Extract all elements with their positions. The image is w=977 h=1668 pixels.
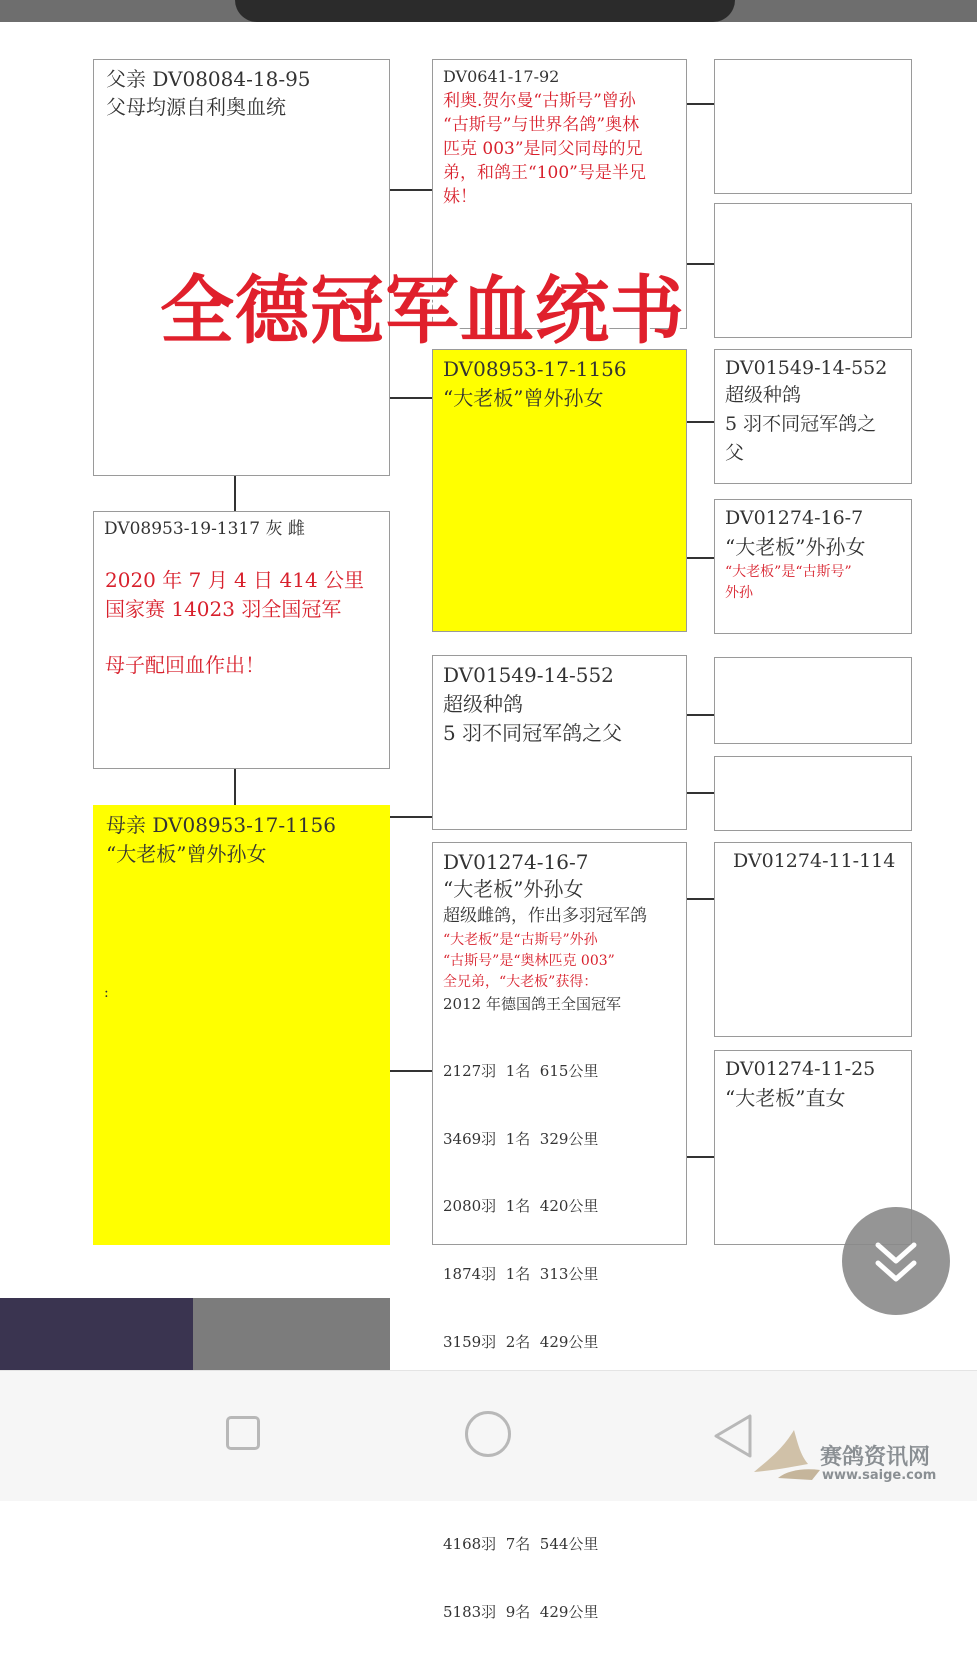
bird-box <box>93 511 390 769</box>
fmm-note1: “大老板”是“古斯号” <box>725 564 852 580</box>
ffy-box-empty <box>714 203 912 338</box>
connector <box>390 189 432 191</box>
mf-box <box>432 655 687 830</box>
mfx-box-empty <box>714 657 912 744</box>
connector <box>687 898 714 900</box>
connector <box>234 476 236 511</box>
mmm-ring: DV01274-11-25 <box>725 1058 876 1080</box>
bird-note: 母子配回血作出！ <box>105 653 265 677</box>
fm-box <box>432 349 687 632</box>
father-ring: 父亲 DV08084-18-95 <box>106 67 311 91</box>
mm-award: 2012 年德国鸽王全国冠军 <box>443 995 621 1013</box>
fmm-box <box>714 499 912 634</box>
result-row: 4168羽 7名 544公里 <box>443 1535 599 1554</box>
result-row: 2127羽 1名 615公里 <box>443 1062 599 1081</box>
mm-ring: DV01274-16-7 <box>443 850 589 874</box>
father-note: 父母均源自利奥血统 <box>106 95 286 119</box>
connector <box>687 421 714 423</box>
mother-box <box>93 805 390 1245</box>
connector <box>234 769 236 805</box>
mother-desc: “大老板”曾外孙女 <box>106 842 267 866</box>
ff-line: 匹克 003”是同父同母的兄 <box>443 139 643 159</box>
result-row: 2080羽 1名 420公里 <box>443 1197 599 1216</box>
bird-result-line1: 2020 年 7 月 4 日 414 公里 <box>105 568 365 592</box>
connector <box>390 816 432 818</box>
connector <box>687 792 714 794</box>
connector <box>687 557 714 559</box>
mfy-box-empty <box>714 756 912 831</box>
fmf-line2: 5 羽不同冠军鸽之 <box>725 413 877 435</box>
bird-result-line2: 国家赛 14023 羽全国冠军 <box>105 597 342 621</box>
fmf-line1: 超级种鸽 <box>725 384 802 406</box>
fmf-box <box>714 349 912 484</box>
watermark-url: www.saige.com <box>822 1468 937 1483</box>
ff-line: 弟，和鸽王“100”号是半兄 <box>443 163 646 183</box>
fm-desc: “大老板”曾外孙女 <box>443 386 604 410</box>
mm-box <box>432 842 687 1621</box>
scroll-down-button[interactable] <box>842 1207 950 1315</box>
result-row: 1874羽 1名 313公里 <box>443 1264 599 1283</box>
result-row: 3159羽 2名 429公里 <box>443 1332 599 1351</box>
mm-desc: “大老板”外孙女 <box>443 877 584 901</box>
fmf-line3: 父 <box>725 442 745 464</box>
ff-line: 利奥.贺尔曼“古斯号”曾孙 <box>443 91 636 111</box>
fm-ring: DV08953-17-1156 <box>443 357 627 381</box>
fmf-ring: DV01549-14-552 <box>725 357 888 379</box>
mm-line1: 超级雌鸽，作出多羽冠军鸽 <box>443 906 647 926</box>
mf-line1: 超级种鸽 <box>443 692 523 716</box>
connector <box>687 263 714 265</box>
mmf-box <box>714 842 912 1037</box>
ff-line: 妹！ <box>443 187 477 207</box>
mmm-desc: “大老板”直女 <box>725 1086 846 1110</box>
connector <box>687 103 714 105</box>
double-chevron-down-icon <box>842 1207 950 1315</box>
pedigree-title: 全德冠军血统书 <box>160 268 685 354</box>
mmf-ring: DV01274-11-114 <box>733 850 896 872</box>
mm-results-table <box>443 1016 598 1668</box>
connector <box>687 1156 714 1158</box>
result-row: 5183羽 9名 429公里 <box>443 1602 599 1621</box>
mm-red3: 全兄弟，“大老板”获得： <box>443 974 598 990</box>
background-photo-bottom <box>0 1298 390 1372</box>
mm-red2: “古斯号”是“奥林匹克 003” <box>443 953 615 969</box>
ff-line: “古斯号”与世界名鸽”奥林 <box>443 115 640 135</box>
ff-ring: DV0641-17-92 <box>443 67 560 86</box>
mm-red1: “大老板”是“古斯号”外孙 <box>443 932 598 948</box>
fmm-ring: DV01274-16-7 <box>725 507 864 529</box>
connector <box>687 714 714 716</box>
result-row: 3469羽 1名 329公里 <box>443 1129 599 1148</box>
ffx-box-empty <box>714 59 912 194</box>
connector <box>390 397 432 399</box>
watermark-name: 赛鸽资讯网 <box>820 1445 931 1470</box>
fmm-desc: “大老板”外孙女 <box>725 535 866 559</box>
home-button[interactable] <box>465 1411 511 1457</box>
connector <box>390 1070 432 1072</box>
fmm-note2: 外孙 <box>725 585 753 601</box>
recent-apps-button[interactable] <box>226 1416 260 1450</box>
bird-ring: DV08953-19-1317 灰 雌 <box>104 519 305 539</box>
mother-ring: 母亲 DV08953-17-1156 <box>106 813 336 837</box>
mother-mark: : <box>104 985 109 1001</box>
mf-line2: 5 羽不同冠军鸽之父 <box>443 721 623 745</box>
mf-ring: DV01549-14-552 <box>443 663 614 687</box>
background-photo-top <box>0 0 977 22</box>
